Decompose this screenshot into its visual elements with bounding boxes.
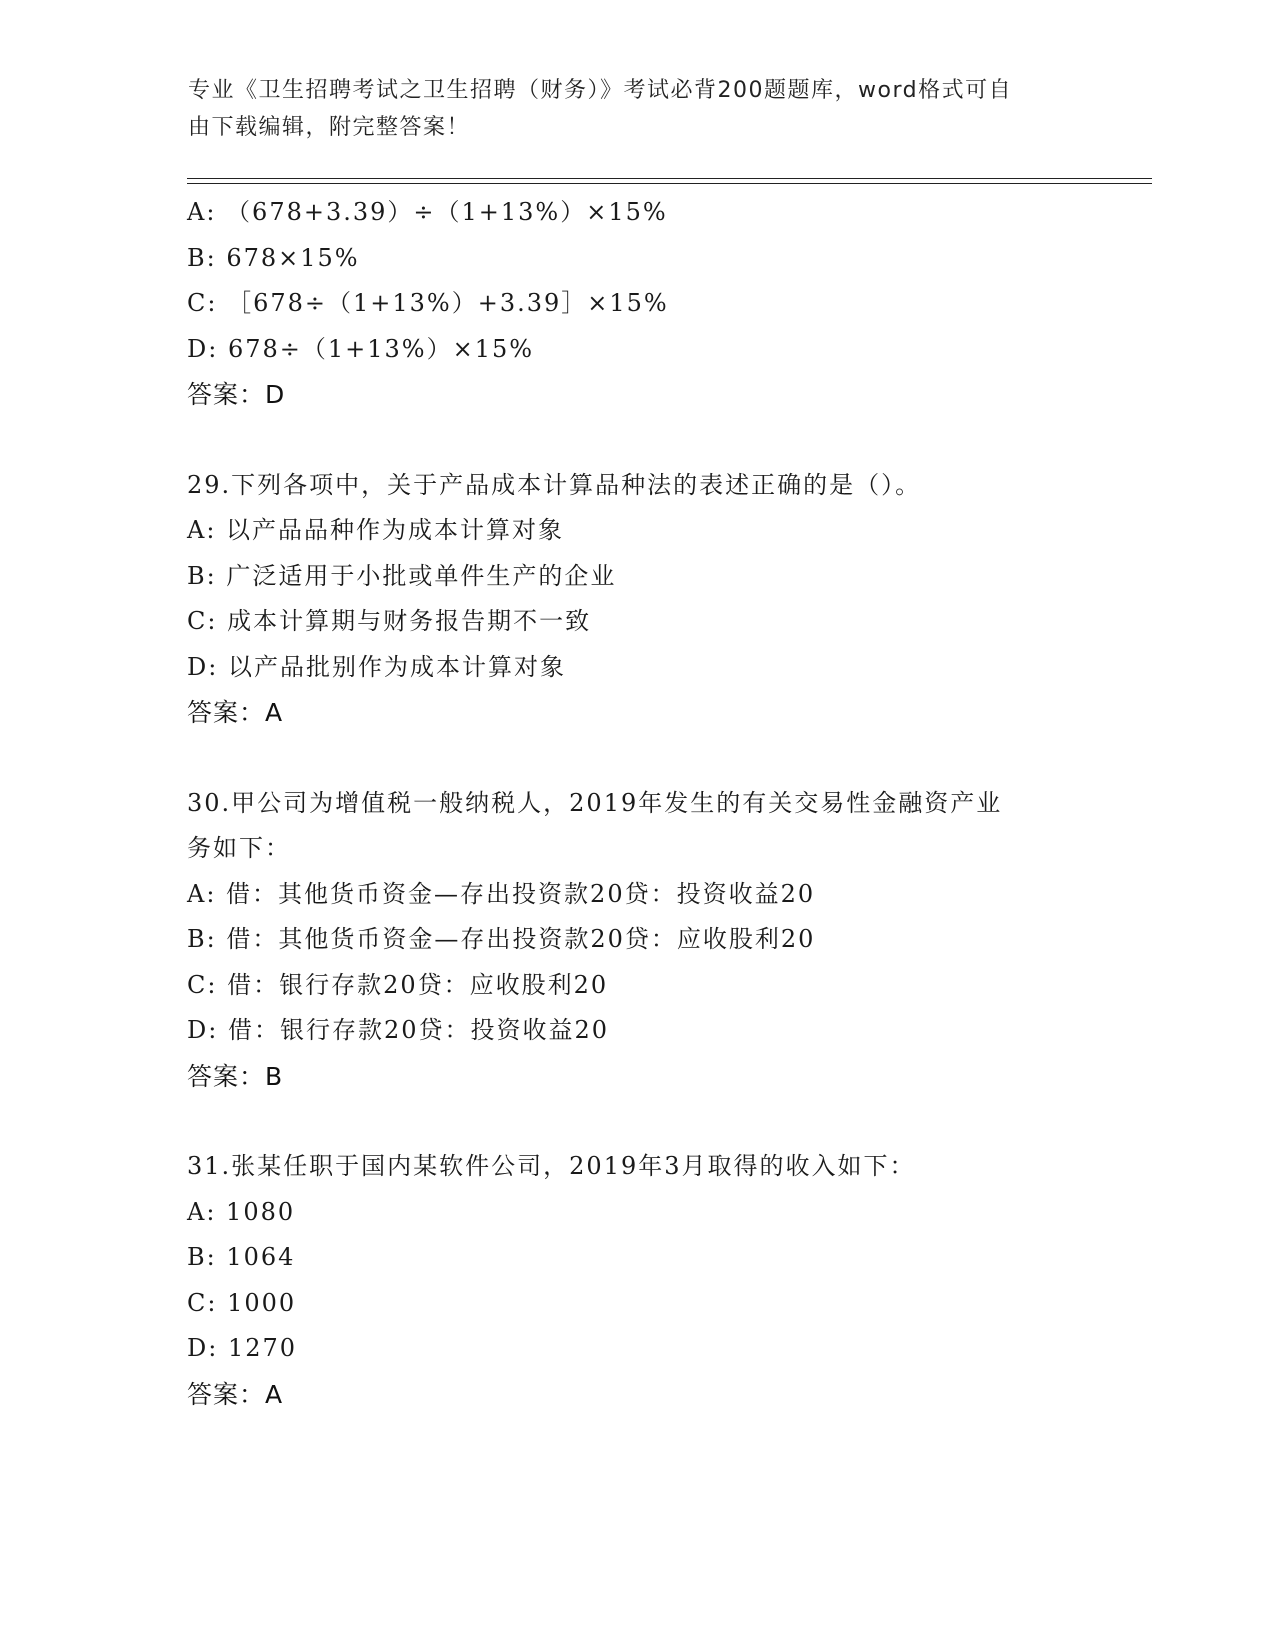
question-31: [187, 1144, 1147, 1417]
option-b: B: 1064: [187, 1243, 296, 1271]
answer-line: 答案：B: [187, 1061, 284, 1091]
header-divider-top: [187, 178, 1152, 179]
header-line-2: 由下载编辑，附完整答案！: [188, 115, 471, 140]
option-d: D: 以产品批别作为成本计算对象: [187, 652, 566, 681]
option-a: A: 以产品品种作为成本计算对象: [187, 516, 565, 544]
option-c: C: 借：银行存款20贷：应收股利20: [187, 970, 609, 999]
option-c: C: ［678÷（1+13%）+3.39］×15%: [187, 289, 669, 317]
option-b: B: 678×15%: [187, 243, 360, 272]
question-29: [187, 463, 1147, 736]
answer-line: 答案：D: [187, 380, 286, 409]
document-header: [188, 72, 1088, 146]
option-a: A: 1080: [187, 1197, 296, 1226]
option-a: A: 借：其他货币资金—存出投资款20贷：投资收益20: [187, 879, 816, 908]
option-b: B: 广泛适用于小批或单件生产的企业: [187, 561, 617, 590]
question-28-continued: [187, 190, 1147, 418]
answer-line: 答案：A: [187, 1379, 284, 1409]
question-stem: 31.张某任职于国内某软件公司，2019年3月取得的收入如下：: [187, 1152, 916, 1180]
option-b: B: 借：其他货币资金—存出投资款20贷：应收股利20: [187, 925, 816, 953]
question-stem: 30.甲公司为增值税一般纳税人，2019年发生的有关交易性金融资产业: [187, 788, 1003, 817]
option-c: C: 1000: [187, 1288, 297, 1317]
question-stem-continued: 务如下：: [187, 834, 291, 862]
option-d: D: 1270: [187, 1334, 298, 1362]
option-d: D: 678÷（1+13%）×15%: [187, 334, 535, 363]
option-c: C: 成本计算期与财务报告期不一致: [187, 607, 592, 635]
answer-line: 答案：A: [187, 698, 284, 727]
option-a: A: （678+3.39）÷（1+13%）×15%: [187, 198, 668, 226]
question-list: [187, 190, 1147, 1417]
question-stem: 29.下列各项中，关于产品成本计算品种法的表述正确的是（）。: [187, 470, 922, 499]
header-line-1: 专业《卫生招聘考试之卫生招聘（财务）》考试必背200题题库，word格式可自: [188, 78, 1013, 103]
question-30: [187, 781, 1147, 1100]
option-d: D: 借：银行存款20贷：投资收益20: [187, 1016, 610, 1044]
header-divider-bottom: [187, 183, 1152, 184]
